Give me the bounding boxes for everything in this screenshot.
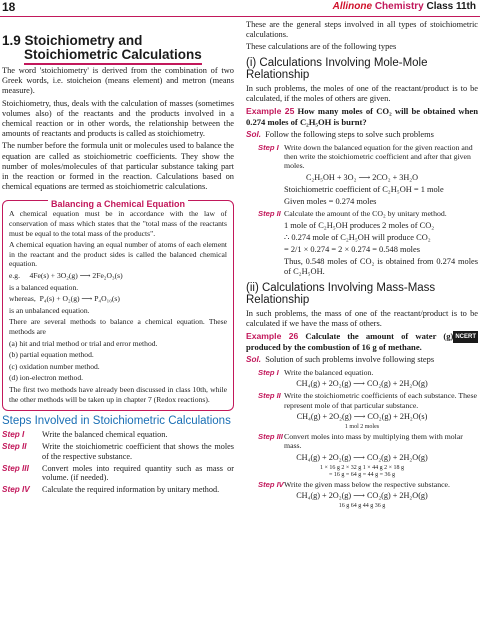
list-item: Step III Convert moles into required quantity such as mass or volume. (if needed).: [2, 463, 234, 483]
ex25-equation: C₂H₅OH + 3O₂ ⟶ 2CO₂ + 3H₂O: [305, 172, 419, 182]
right-column: [246, 20, 478, 510]
list-item: Step I Write down the balanced equation for the given reaction and then write the stoichiometric coefficient and after that given moles.: [258, 142, 473, 171]
subheading-mass-mass: (ii) Calculations Involving Mass-Mass Relationship: [246, 281, 436, 306]
brand-class: Class 11th: [426, 1, 476, 12]
ex25-line-6: Thus, 0.548 moles of CO₂ is obtained from 0.274 moles of C₂H₅OH.: [284, 257, 478, 277]
box-example-2-text: is an unbalanced equation.: [9, 305, 90, 315]
method-a: (a) hit and trial method or trial and error method.: [9, 338, 158, 348]
list-item: Step IV Write the given mass below the respective substance.: [258, 479, 450, 489]
list-item: Step I Write the balanced chemical equation.: [2, 430, 168, 440]
list-item: Step II Write the stoichiometric coefficient that shows the moles of the respective substance.: [2, 441, 234, 461]
section-title-2: Stoichiometric Calculations: [24, 47, 202, 65]
box-example-1: [9, 271, 227, 281]
example-25-label: Example 25: [246, 106, 295, 117]
ex26-equation-b-sub: 1 mol 2 moles: [344, 423, 380, 430]
ex25-line-2: Given moles = 0.274 moles: [284, 197, 377, 207]
ncert-badge: NCERT: [453, 331, 478, 343]
example-26-sol: [246, 355, 478, 365]
intro-paragraph-1: The word 'stoichiometry' is derived from the combination of two Greek words, i.e. stoicheion (means element) and metron (means measure).: [2, 66, 234, 96]
ex26-equation-a: CH₄(g) + 2O₂(g) ⟶ CO₂(g) + 2H₂O(g): [296, 379, 428, 389]
eg-label: e.g.: [9, 271, 20, 280]
example-25: [246, 106, 478, 128]
ex26-equation-c: CH₄(g) + 2O₂(g) ⟶ CO₂(g) + 2H₂O(g): [296, 452, 428, 462]
eg-equation: 4Fe(s) + 3O₂(g) ⟶ 2Fe₂O₃(s): [29, 271, 123, 280]
box-para-1: A chemical equation must be in accordance with the law of conservation of mass which states that the "total mass of the reactants must be equal to the total mass of the products".: [9, 209, 227, 238]
section-number: 1.9: [2, 33, 21, 48]
brand-one: one: [354, 1, 373, 12]
ex25-line-4: ∴ 0.274 mole of C₂H₅OH will produce CO₂: [284, 232, 431, 242]
left-column: [2, 20, 234, 497]
steps-list: [2, 430, 234, 495]
box-example-2: [9, 294, 227, 304]
sol-label: Sol.: [246, 130, 262, 140]
header-rule: [0, 16, 480, 17]
balancing-box: [2, 200, 234, 411]
list-item: Step II Calculate the amount of the CO₂ by unitary method.: [258, 209, 447, 219]
mass-mass-text: In such problems, the mass of one of the reactant/product is to be calculated if we have the mass of others.: [246, 308, 478, 328]
brand-subject: Chemistry: [374, 1, 424, 12]
example-25-sol: [246, 130, 478, 140]
subheading-mole-mole: (i) Calculations Involving Mole-Mole Relationship: [246, 56, 428, 81]
example-26-question: Calculate the amount of water (g) produced by the combustion of 16 g of methane.: [246, 331, 454, 353]
ex25-line-1: Stoichiometric coefficient of C₂H₅OH = 1 mole: [284, 184, 444, 194]
ex25-intro: Follow the following steps to solve such problems: [265, 130, 434, 140]
ex26-equation-c-sub1: 1 × 16 g 2 × 32 g 1 × 44 g 2 × 18 g: [319, 464, 405, 471]
ex25-line-3: 1 mole of C₂H₅OH produces 2 moles of CO₂: [284, 220, 435, 230]
whereas-equation: P₄(s) + O₂(g) ⟶ P₄O₁₀(s): [39, 294, 120, 304]
box-para-2: A chemical equation having an equal number of atoms of each element in the reactant and the product sides is called the balanced chemical equation.: [9, 240, 227, 269]
method-b: (b) partial equation method.: [9, 350, 94, 360]
ex26-intro: Solution of such problems involve following steps: [265, 355, 435, 365]
ex26-equation-c-sub2: = 16 g = 64 g = 44 g = 36 g: [328, 471, 396, 478]
list-item: Step I Write the balanced equation.: [258, 367, 374, 377]
sol-label-2: Sol.: [246, 355, 262, 365]
method-d: (d) ion-electron method.: [9, 373, 84, 383]
right-intro-2: These calculations are of the following types: [246, 42, 397, 52]
box-para-4: The first two methods have already been discussed in class 10th, while the other methods will be taken up in chapter 7 (Redox reactions).: [9, 384, 227, 404]
section-title-1: Stoichiometry and: [24, 33, 143, 48]
ex25-line-5: = 2/1 × 0.274 = 2 × 0.274 = 0.548 moles: [284, 245, 420, 255]
ex26-equation-b: CH₄(g) + 2O₂(g) ⟶ CO₂(g) + 2H₂O(s): [296, 411, 428, 421]
ex26-equation-d: CH₄(g) + 2O₂(g) ⟶ CO₂(g) + 2H₂O(g): [296, 491, 428, 501]
example-25-question: How many moles of CO₂ will be obtained when 0.274 moles of C₂H₅OH is burnt?: [246, 106, 479, 128]
brand-all: All: [332, 1, 346, 12]
page-header: [0, 0, 480, 14]
brand-in: in: [345, 1, 355, 12]
steps-heading: Steps Involved in Stoichiometric Calculations: [2, 415, 231, 428]
section-heading: [2, 34, 234, 62]
ex26-equation-d-sub: 16 g 64 g 44 g 36 g: [338, 503, 386, 510]
box-para-3: There are several methods to balance a chemical equation. These methods are: [9, 317, 227, 336]
book-brand: [333, 1, 476, 12]
whereas-label: whereas,: [9, 294, 36, 304]
example-26: [246, 331, 478, 353]
method-c: (c) oxidation number method.: [9, 361, 100, 371]
intro-paragraph-2: Stoichiometry, thus, deals with the calculation of masses (sometimes volumes also) of the reactants and the products involved in a chemical reaction or in other words, the relationship between the amounts of reactants and products is called as stoichiometry.: [2, 98, 234, 139]
list-item: Step III Convert moles into mass by multiplying them with molar mass.: [258, 431, 463, 451]
intro-paragraph-3: The number before the formula unit or molecules used to balance the equation are called as stoichiometric coefficients. They show the number of moles/molecules of that particular substance taking part in the reaction or formed in the reaction. Calculations based on chemical equations are termed as stoichiometric calculations.: [2, 141, 234, 192]
box-example-1-text: is a balanced equation.: [9, 282, 79, 292]
mole-mole-text: In such problems, the moles of one of the reactant/product is to be calculated, if the moles of others are given.: [246, 83, 478, 103]
list-item: Step II Write the stoichiometric coefficients of each substance. These represent mole of that particular substance.: [258, 391, 477, 410]
example-26-label: Example 26: [246, 331, 299, 342]
box-title: Balancing a Chemical Equation: [48, 199, 188, 209]
page-number: 18: [2, 0, 16, 14]
list-item: Step IV Calculate the required information by unitary method.: [2, 485, 220, 495]
right-intro-1: These are the general steps involved in all types of stoichiometric calculations.: [246, 20, 478, 40]
